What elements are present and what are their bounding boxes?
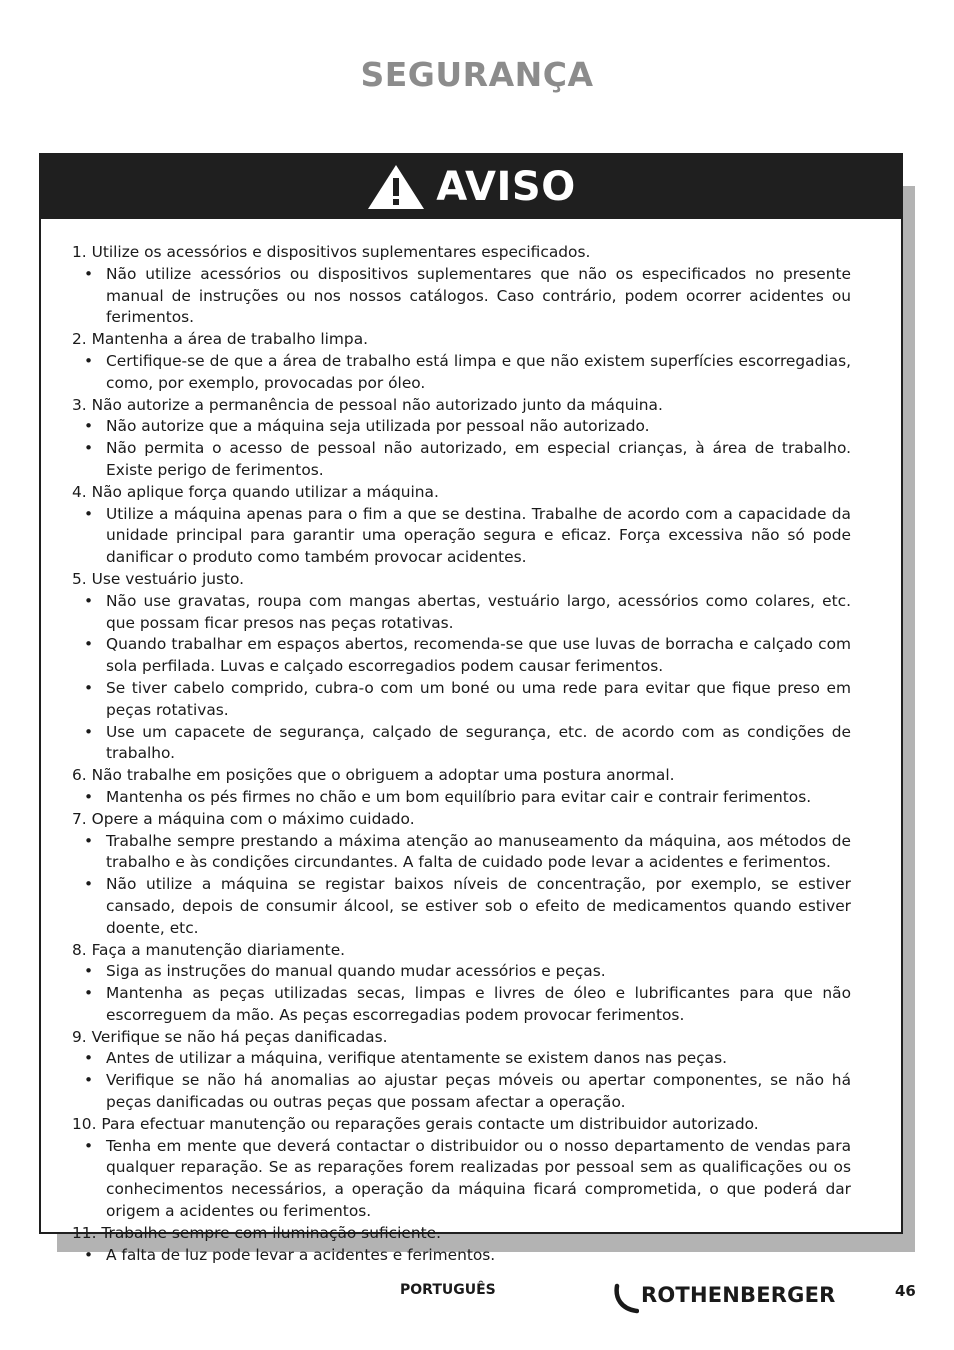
warning-box (39, 153, 903, 1264)
bullet-text: Antes de utilizar a máquina, verifique atentamente se existem danos nas peças. (106, 1049, 728, 1068)
bullet-text: Tenha em mente que deverá contactar o distribuidor ou o nosso departamento de vendas para qualquer reparação. Se as reparações forem realizadas por pessoal sem as qualificações ou os conhecimentos necessários, a operação da máquina ficará comprometida, o que poderá dar origem a acidentes ou ferimentos. (106, 1136, 851, 1221)
bullet-text: Mantenha os pés firmes no chão e um bom equilíbrio para evitar cair e contrair ferimentos. (106, 787, 812, 806)
bullet-item (69, 416, 851, 438)
numbered-item: 10. Para efectuar manutenção ou reparações gerais contacte um distribuidor autorizado. (72, 1114, 759, 1133)
bullet-dot-icon: • (84, 678, 94, 697)
bullet-dot-icon: • (84, 984, 94, 1003)
bullet-dot-icon: • (84, 264, 94, 283)
bullet-item (69, 874, 851, 939)
bullet-dot-icon: • (84, 1245, 94, 1264)
bullet-item (69, 1245, 851, 1267)
bullet-text: Se tiver cabelo comprido, cubra-o com um boné ou uma rede para evitar que fique preso em peças rotativas. (106, 678, 851, 719)
page-number: 46 (895, 1282, 916, 1300)
bullet-item (69, 1070, 851, 1114)
numbered-item: 8. Faça a manutenção diariamente. (72, 940, 346, 959)
bullet-item (69, 983, 851, 1027)
bullet-text: Não use gravatas, roupa com mangas abertas, vestuário largo, acessórios como colares, etc. que possam ficar presos nas peças rotativas. (106, 591, 851, 632)
bullet-text: Não utilize acessórios ou dispositivos suplementares que não os especificados no presente manual de instruções ou nos nossos catálogos. Caso contrário, podem ocorrer acidentes ou ferimentos. (106, 264, 851, 327)
bullet-dot-icon: • (84, 722, 94, 741)
bullet-text: Quando trabalhar em espaços abertos, recomenda-se que use luvas de borracha e calçado com sola perfilada. Luvas e calçado escorregadios podem causar ferimentos. (106, 635, 851, 676)
bullet-text: Utilize a máquina apenas para o fim a que se destina. Trabalhe de acordo com a capacidade da unidade principal para garantir uma operação segura e eficaz. Força excessiva não só pode danificar o produto como também provocar acidentes. (106, 504, 851, 567)
bullet-dot-icon: • (84, 875, 94, 894)
logo-swoosh-icon (613, 1280, 639, 1314)
numbered-item: 5. Use vestuário justo. (72, 569, 245, 588)
bullet-text: Não permita o acesso de pessoal não autorizado, em especial crianças, à área de trabalho. Existe perigo de ferimentos. (106, 439, 851, 479)
warning-box-title: AVISO (436, 164, 576, 210)
numbered-item: 7. Opere a máquina com o máximo cuidado. (72, 809, 415, 828)
bullet-text: Verifique se não há anomalias ao ajustar peças móveis ou apertar componentes, se não há peças danificadas ou outras peças que possam afectar a operação. (106, 1071, 851, 1112)
numbered-item: 4. Não aplique força quando utilizar a máquina. (72, 482, 439, 501)
bullet-item (69, 787, 851, 809)
numbered-item: 2. Mantenha a área de trabalho limpa. (72, 330, 369, 349)
bullet-dot-icon: • (84, 787, 94, 806)
bullet-item (69, 438, 851, 482)
bullet-item (69, 722, 851, 766)
bullet-dot-icon: • (84, 417, 94, 436)
bullet-text: Certifique-se de que a área de trabalho está limpa e que não existem superfícies escorregadias, como, por exemplo, provocadas por óleo. (106, 351, 851, 392)
bullet-item (69, 961, 851, 983)
brand-logo (613, 1280, 836, 1314)
bullet-item (69, 831, 851, 875)
numbered-item: 1. Utilize os acessórios e dispositivos suplementares especificados. (72, 243, 591, 261)
bullet-dot-icon: • (84, 962, 94, 981)
warning-box-header (41, 155, 901, 219)
page-title: SEGURANÇA (360, 55, 594, 94)
bullet-text: Não utilize a máquina se registar baixos níveis de concentração, por exemplo, se estiver cansado, depois de consumir álcool, se estiver sob o efeito de medicamentos quando estiver doente, etc. (106, 875, 851, 937)
bullet-dot-icon: • (84, 351, 94, 370)
footer-language: PORTUGUÊS (400, 1282, 496, 1298)
bullet-text: Mantenha as peças utilizadas secas, limpas e livres de óleo e lubrificantes para que não escorreguem da mão. As peças escorregadias podem provocar ferimentos. (106, 984, 851, 1024)
bullet-dot-icon: • (84, 1049, 94, 1068)
bullet-dot-icon: • (84, 591, 94, 610)
bullet-dot-icon: • (84, 831, 94, 850)
bullet-item (69, 1136, 851, 1223)
bullet-item (69, 1048, 851, 1070)
bullet-text: Trabalhe sempre prestando a máxima atenção ao manuseamento da máquina, aos métodos de trabalho e às condições circundantes. A falta de cuidado pode levar a acidentes e ferimentos. (106, 831, 851, 872)
numbered-item: 3. Não autorize a permanência de pessoal não autorizado junto da máquina. (72, 395, 663, 414)
bullet-dot-icon: • (84, 504, 94, 523)
bullet-dot-icon: • (84, 439, 94, 458)
bullet-item (69, 678, 851, 722)
bullet-text: Não autorize que a máquina seja utilizada por pessoal não autorizado. (106, 417, 650, 436)
brand-name: ROTHENBERGER (641, 1283, 836, 1307)
bullet-dot-icon: • (84, 635, 94, 654)
bullet-item (69, 504, 851, 569)
numbered-item: 9. Verifique se não há peças danificadas. (72, 1027, 388, 1046)
warning-triangle-icon (366, 163, 426, 211)
numbered-item: 6. Não trabalhe em posições que o obriguem a adoptar uma postura anormal. (72, 766, 675, 785)
bullet-item (69, 591, 851, 635)
bullet-text: Siga as instruções do manual quando mudar acessórios e peças. (106, 962, 606, 981)
bullet-item (69, 634, 851, 678)
numbered-item: 11. Trabalhe sempre com iluminação suficiente. (72, 1223, 442, 1242)
bullet-item (69, 351, 851, 395)
bullet-text: Use um capacete de segurança, calçado de segurança, etc. de acordo com as condições de trabalho. (106, 722, 851, 763)
warning-list (69, 242, 851, 1266)
bullet-dot-icon: • (84, 1071, 94, 1090)
bullet-dot-icon: • (84, 1136, 94, 1155)
bullet-item (69, 264, 851, 329)
bullet-text: A falta de luz pode levar a acidentes e ferimentos. (106, 1245, 496, 1264)
